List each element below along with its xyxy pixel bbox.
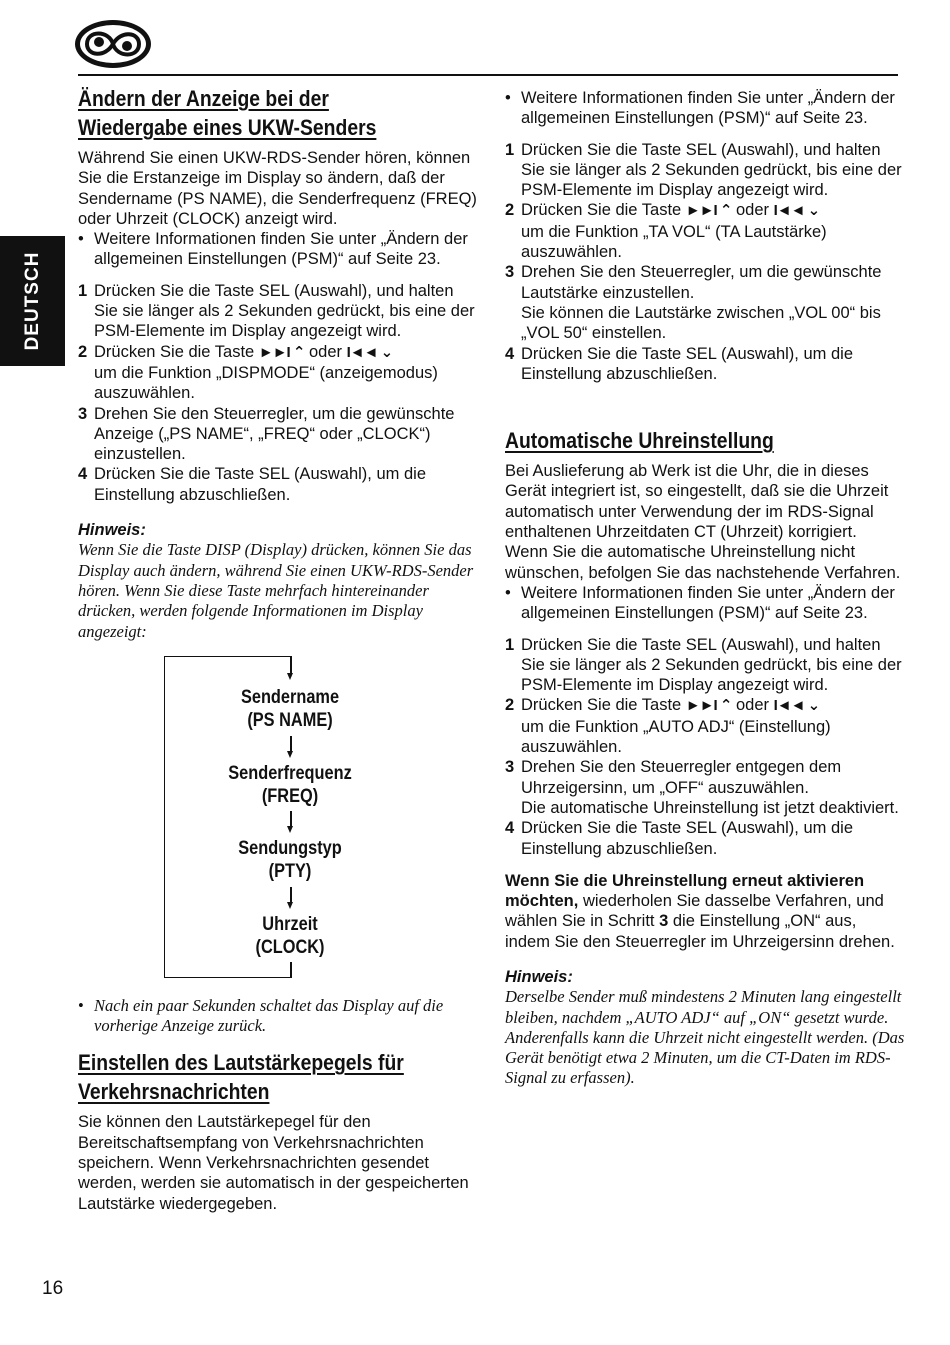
step-item: [505, 757, 905, 818]
step-list: [78, 281, 478, 505]
step-number: 2: [505, 696, 515, 715]
step-text: oder: [736, 201, 770, 220]
display-cycle-diagram: [78, 656, 478, 996]
step-text: Drehen Sie den Steuerregler, um die gewünschte Anzeige („PS NAME“, „FREQ“ oder „CLOCK“) einzustellen.: [94, 404, 455, 464]
language-tab-label: DEUTSCH: [21, 251, 43, 351]
arrow-down-icon: [289, 656, 293, 680]
section-title-auto-clock: Automatische Uhreinstellung: [505, 428, 774, 454]
step-number: 4: [78, 465, 88, 484]
flow-item-label: Uhrzeit: [262, 913, 318, 935]
step-text: Drücken Sie die Taste SEL (Auswahl), um die Einstellung abzuschließen.: [94, 465, 426, 504]
section-title-ta-volume: [78, 1048, 477, 1106]
next-up-buttons-icon: ►►I ⌃: [685, 697, 732, 715]
auto-clock-paragraph: Bei Auslieferung ab Werk ist die Uhr, die in dieses Gerät integriert ist, so eingestellt, daß sie die Uhrzeit automatisch unter Verwendung der im RDS-Signal enthaltenen Uhrzeitdaten CT (Uhrzeit) korrigiert.: [505, 462, 889, 542]
cycle-loop-line: [290, 962, 292, 978]
step-text: Drücken Sie die Taste SEL (Auswahl), um die Einstellung abzuschließen.: [521, 819, 853, 858]
reactivate-heading: Wenn Sie die Uhreinstellung erneut aktivieren möchten,: [505, 871, 865, 911]
step-item: [505, 818, 905, 859]
note-title: Hinweis:: [78, 521, 146, 540]
step-text: um die Funktion „TA VOL“ (TA Lautstärke) auszuwählen.: [521, 222, 827, 262]
arrow-down-icon: [289, 887, 293, 909]
section-title-line: Wiedergabe eines UKW-Senders: [78, 115, 377, 140]
step-number: 1: [505, 635, 515, 654]
header-rule: [78, 74, 898, 76]
step-item: [505, 635, 905, 696]
next-up-buttons-icon: ►►I ⌃: [685, 202, 732, 220]
language-tab: [0, 236, 65, 366]
flow-item-label: Senderfrequenz: [228, 762, 352, 784]
page-number: 16: [42, 1278, 64, 1299]
flow-item-label: (PTY): [268, 860, 312, 882]
step-text: Sie können die Lautstärke zwischen „VOL 00“ bis „VOL 50“ einstellen.: [521, 303, 881, 343]
flow-item-clock: [204, 913, 376, 959]
section-title-line: Verkehrsnachrichten: [78, 1079, 270, 1105]
flow-item-label: (CLOCK): [255, 936, 325, 958]
psm-reference-bullet: • Weitere Informationen finden Sie unter „Ändern der allgemeinen Einstellungen (PSM)“ auf Seite 23.: [505, 583, 905, 624]
note-text: Derselbe Sender muß mindestens 2 Minuten lang eingestellt bleiben, nachdem „AUTO ADJ“ auf „ON“ gesetzt wurde. Anderenfalls kann die Uhrzeit nicht eingestellt werden. (Das Gerät benötigt etwa 2 Minuten, um die CT-Daten im RDS-Signal zu erfassen).: [505, 987, 905, 1088]
note-text: Wenn Sie die Taste DISP (Display) drücken, können Sie das Display auch ändern, während Sie einen UKW-RDS-Sender hören. Wenn Sie diese Taste mehrfach hintereinander drücken, werden folgende Informationen im Display angezeigt:: [78, 540, 474, 641]
reactivate-text: wiederholen Sie dasselbe Verfahren, und wählen Sie in Schritt: [505, 892, 884, 931]
step-item: [505, 344, 905, 385]
step-text: Drücken Sie die Taste: [521, 696, 682, 715]
step-text: Drücken Sie die Taste SEL (Auswahl), und halten Sie sie länger als 2 Sekunden gedrückt, bis eine der PSM-Elemente im Display angezeigt wird.: [521, 635, 902, 695]
flow-item-freq: [204, 762, 376, 808]
flow-item-label: (PS NAME): [247, 709, 333, 731]
left-column: [78, 84, 478, 1214]
note-title: Hinweis:: [505, 967, 573, 986]
step-text: Drehen Sie den Steuerregler entgegen dem Uhrzeigersinn, um „OFF“ auszuwählen.: [521, 758, 842, 797]
step-text: Drehen Sie den Steuerregler, um die gewünschte Lautstärke einzustellen.: [521, 263, 882, 302]
reactivate-paragraph: [505, 871, 905, 952]
step-item: [505, 695, 905, 757]
step-number: 2: [78, 342, 88, 361]
arrow-down-icon: [289, 811, 293, 833]
step-text: Drücken Sie die Taste SEL (Auswahl), um die Einstellung abzuschließen.: [521, 344, 853, 383]
step-number: 3: [505, 758, 515, 777]
prev-down-buttons-icon: I◄◄ ⌄: [346, 343, 393, 361]
step-number: 1: [78, 281, 88, 300]
flow-item-label: Sendungstyp: [238, 837, 342, 859]
auto-clock-paragraph: Wenn Sie die automatische Uhreinstellung nicht wünschen, befolgen Sie das nachstehende Verfahren.: [505, 543, 901, 582]
flow-item-pty: [204, 837, 376, 883]
step-text: oder: [736, 696, 770, 715]
after-flow-note: • Nach ein paar Sekunden schaltet das Display auf die vorherige Anzeige zurück.: [78, 996, 478, 1037]
step-item: [78, 342, 478, 404]
step-text: um die Funktion „AUTO ADJ“ (Einstellung) auszuwählen.: [521, 717, 831, 757]
psm-reference-bullet: • Weitere Informationen finden Sie unter „Ändern der allgemeinen Einstellungen (PSM)“ auf Seite 23.: [505, 88, 905, 129]
step-number: 3: [505, 263, 515, 282]
prev-down-buttons-icon: I◄◄ ⌄: [773, 202, 820, 220]
step-text: Drücken Sie die Taste SEL (Auswahl), und halten Sie sie länger als 2 Sekunden gedrückt, bis eine der PSM-Elemente im Display angezeigt wird.: [94, 281, 475, 341]
step-item: [505, 200, 905, 262]
right-column: [505, 88, 905, 1089]
intro-paragraph: Während Sie einen UKW-RDS-Sender hören, können Sie die Erstanzeige im Display so ändern, daß der Sendername (PS NAME), die Senderfrequenz (FREQ) oder Uhrzeit (CLOCK) anzeigt wird.: [78, 149, 477, 228]
psm-reference-bullet: • Weitere Informationen finden Sie unter „Ändern der allgemeinen Einstellungen (PSM)“ auf Seite 23.: [78, 229, 478, 270]
reactivate-step-ref: 3: [659, 912, 669, 931]
step-text: Drücken Sie die Taste: [94, 342, 255, 361]
brand-logo-icon: [73, 18, 153, 70]
section-title-display-change: [78, 84, 477, 142]
step-number: 1: [505, 140, 515, 159]
step-item: [78, 404, 478, 465]
step-number: 4: [505, 819, 515, 838]
step-text: Die automatische Uhreinstellung ist jetzt deaktiviert.: [521, 798, 899, 817]
step-number: 3: [78, 404, 88, 423]
step-text: Drücken Sie die Taste SEL (Auswahl), und halten Sie sie länger als 2 Sekunden gedrückt, bis eine der PSM-Elemente im Display angezeigt wird.: [521, 140, 902, 200]
step-text: oder: [309, 342, 343, 361]
flow-item-label: Sendername: [240, 686, 340, 708]
step-list: [505, 140, 905, 385]
step-text: Drücken Sie die Taste: [521, 201, 682, 220]
step-item: [505, 140, 905, 201]
section-title-line: Ändern der Anzeige bei der: [78, 86, 329, 111]
reactivate-text: die Einstellung „ON“ aus, indem Sie den Steuerregler im Uhrzeigersinn drehen.: [505, 912, 895, 951]
step-item: [505, 262, 905, 343]
section-title-line: Einstellen des Lautstärkepegels für: [78, 1050, 404, 1076]
flow-item-label: (FREQ): [261, 785, 319, 807]
prev-down-buttons-icon: I◄◄ ⌄: [773, 697, 820, 715]
next-up-buttons-icon: ►►I ⌃: [258, 343, 305, 361]
step-number: 2: [505, 201, 515, 220]
step-list: [505, 635, 905, 859]
ta-volume-paragraph: Sie können den Lautstärkepegel für den Bereitschaftsempfang von Verkehrsnachrichten speichern. Wenn Verkehrsnachrichten gesendet werden, werden sie automatisch in der gespeicherten Lautstärke wiedergegeben.: [78, 1113, 469, 1213]
step-text: um die Funktion „DISPMODE“ (anzeigemodus) auszuwählen.: [94, 363, 438, 403]
step-number: 4: [505, 344, 515, 363]
step-item: [78, 464, 478, 505]
step-item: [78, 281, 478, 342]
flow-item-psname: [204, 686, 376, 732]
arrow-down-icon: [289, 736, 293, 758]
